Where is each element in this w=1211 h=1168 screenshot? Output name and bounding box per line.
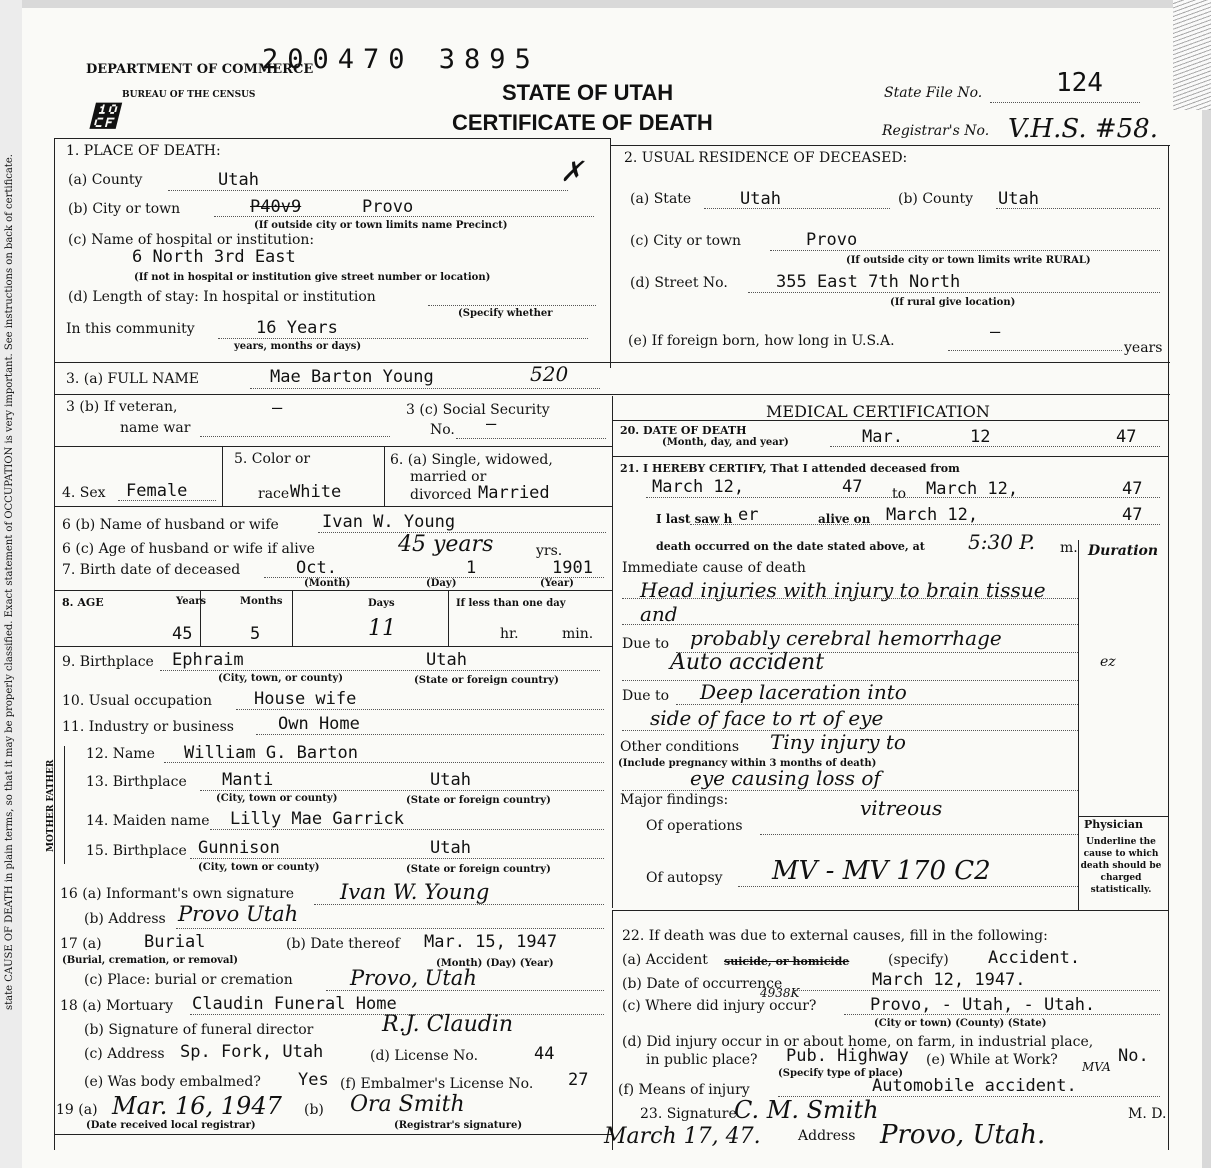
where-cap: (City or town) (County) (State)	[874, 1018, 1047, 1029]
race-value: White	[290, 482, 342, 502]
registrar-number: V.H.S. #58.	[1008, 114, 1158, 144]
public-place-value: Pub. Highway	[786, 1046, 909, 1066]
burial-place-label: (c) Place: burial or cremation	[84, 972, 293, 988]
father-birthplace-city: Manti	[222, 770, 274, 790]
physician-note: Underline the cause to which death should be charged statistically.	[1080, 837, 1162, 895]
mother-city-cap: (City, town or county)	[198, 862, 320, 873]
res-city: Provo	[806, 230, 858, 250]
due-to-1-label: Due to	[622, 636, 670, 652]
attended-from: March 12,	[652, 477, 745, 497]
mother-birthplace-label: 15. Birthplace	[86, 843, 187, 859]
major-findings: vitreous	[860, 796, 943, 820]
certificate-title: CERTIFICATE OF DEATH	[452, 110, 713, 135]
last-saw-pronoun: er	[738, 505, 759, 525]
attended-from-year: 47	[842, 477, 863, 497]
burial-date-cap: (Month) (Day) (Year)	[436, 958, 554, 969]
birth-year: 1901	[552, 558, 593, 578]
state-file-label: State File No.	[884, 85, 983, 101]
mortuary-label: 18 (a) Mortuary	[60, 998, 174, 1014]
due-to-1b: Auto accident	[670, 650, 825, 675]
marital-label: 6. (a) Single, widowed,	[390, 452, 553, 468]
community-note: years, months or days)	[234, 341, 362, 352]
external-heading: 22. If death was due to external causes, fill in the following:	[622, 928, 1048, 944]
state-title: STATE OF UTAH	[502, 80, 674, 105]
birth-day-cap: (Day)	[426, 578, 457, 589]
death-county-label: (a) County	[68, 172, 143, 188]
alive-on-year: 47	[1122, 505, 1143, 525]
informant-address-label: (b) Address	[84, 911, 166, 927]
department-label: DEPARTMENT OF COMMERCE	[86, 62, 314, 77]
embalmed-value: Yes	[298, 1070, 329, 1090]
autopsy-value: MV - MV 170 C2	[772, 856, 991, 886]
length-of-stay-label: (d) Length of stay: In hospital or institution	[68, 289, 376, 305]
birth-month-cap: (Month)	[304, 578, 351, 589]
hr-label: hr.	[500, 626, 519, 642]
mortuary-address: Sp. Fork, Utah	[180, 1042, 324, 1062]
public-place-label: in public place?	[646, 1052, 758, 1068]
birth-date-label: 7. Birth date of deceased	[62, 562, 241, 578]
duration-label: Duration	[1088, 543, 1159, 559]
age-years: 45	[172, 624, 193, 644]
certify-label: 21. I HEREBY CERTIFY, That I attended deceased from	[620, 462, 960, 475]
means-label: (f) Means of injury	[618, 1082, 750, 1098]
license-value: 44	[534, 1044, 555, 1064]
occurrence-value: March 12, 1947.	[872, 970, 1026, 990]
burial-date-label: (b) Date thereof	[286, 936, 400, 952]
registrar-signature: Ora Smith	[350, 1092, 465, 1117]
age-label: 8. AGE	[62, 596, 104, 609]
res-street: 355 East 7th North	[776, 272, 961, 292]
father-city-cap: (City, town or county)	[216, 793, 338, 804]
marital-label-3: divorced	[410, 487, 472, 503]
age-years-cap: Years	[176, 596, 207, 607]
birthplace-label: 9. Birthplace	[62, 654, 154, 670]
industry-value: Own Home	[278, 714, 360, 734]
death-year: 47	[1116, 427, 1137, 447]
father-birthplace-label: 13. Birthplace	[86, 774, 187, 790]
registrar-sig-cap: (Registrar's signature)	[394, 1120, 523, 1131]
foreign-born-value: —	[990, 322, 1001, 342]
other-conditions-cap: (Include pregnancy within 3 months of death)	[618, 758, 877, 769]
other-conditions-label: Other conditions	[620, 739, 740, 755]
registrar-date: Mar. 16, 1947	[112, 1092, 282, 1120]
occurrence-label: (b) Date of occurrence	[622, 976, 783, 992]
at-work-value: No.	[1118, 1046, 1149, 1066]
race-label: race	[258, 486, 290, 502]
date-signed: March 17, 47.	[604, 1124, 761, 1149]
burial-date: Mar. 15, 1947	[424, 932, 558, 952]
mortuary-value: Claudin Funeral Home	[192, 994, 397, 1014]
at-work-label: (e) While at Work?	[926, 1052, 1058, 1068]
spouse-age-label: 6 (c) Age of husband or wife if alive	[62, 541, 315, 557]
specify-type: (Specify type of place)	[778, 1068, 903, 1079]
sex-value: Female	[126, 481, 188, 501]
years-label: years	[1124, 340, 1163, 356]
means-value: Automobile accident.	[872, 1076, 1077, 1096]
accident-label: (a) Accident	[622, 952, 708, 968]
x-mark: ✗	[560, 155, 584, 188]
age-months-cap: Months	[240, 596, 283, 607]
death-date-label: 20. DATE OF DEATH	[620, 424, 747, 437]
full-name: Mae Barton Young	[270, 367, 434, 387]
res-street-note: (If rural give location)	[890, 297, 1016, 308]
occupation-value: House wife	[254, 689, 357, 709]
hospital-value: 6 North 3rd East	[132, 247, 296, 267]
father-birthplace-state: Utah	[430, 770, 471, 790]
res-state-label: (a) State	[630, 191, 692, 207]
hospital-note: (If not in hospital or institution give street number or location)	[134, 272, 491, 283]
embalmer-license: 27	[568, 1070, 589, 1090]
sex-label: 4. Sex	[62, 485, 106, 501]
informant-sig-label: 16 (a) Informant's own signature	[60, 886, 295, 902]
embalmed-label: (e) Was body embalmed?	[84, 1074, 261, 1090]
burial-place: Provo, Utah	[350, 966, 477, 990]
home-label: (d) Did injury occur in or about home, on farm, in industrial place,	[622, 1034, 1094, 1050]
age-months: 5	[250, 624, 261, 644]
death-day: 12	[970, 427, 991, 447]
due-to-2-label: Due to	[622, 688, 670, 704]
death-occurred-label: death occurred on the date stated above, at	[656, 540, 925, 553]
ssn-label: 3 (c) Social Security	[406, 402, 550, 418]
m-label: m.	[1060, 540, 1078, 556]
registrar-number-label: Registrar's No.	[882, 123, 990, 139]
physician-signature: C. M. Smith	[734, 1096, 879, 1124]
embalmer-license-label: (f) Embalmer's License No.	[340, 1076, 534, 1092]
mortuary-address-label: (c) Address	[84, 1046, 165, 1062]
industry-label: 11. Industry or business	[62, 719, 234, 735]
registrar-sig-label: (b)	[304, 1102, 324, 1118]
res-street-label: (d) Street No.	[630, 275, 728, 291]
death-city: Provo	[362, 197, 414, 217]
death-city-struck: P40v9	[250, 197, 302, 217]
birthplace-state: Utah	[426, 650, 467, 670]
mother-maiden-label: 14. Maiden name	[86, 813, 210, 829]
spouse-age: 45 years	[398, 532, 494, 557]
physician-heading: Physician	[1084, 818, 1144, 831]
md-label: M. D.	[1128, 1106, 1167, 1122]
signature-label: 23. Signature	[640, 1106, 737, 1122]
certificate-number: 200470 3895	[262, 44, 540, 75]
foreign-born-label: (e) If foreign born, how long in U.S.A.	[628, 333, 895, 349]
margin-instructions: state CAUSE OF DEATH in plain terms, so that it may be properly classified. Exact statement of OCCUPATION is very important. See instructions on back of certificate.	[4, 154, 15, 1010]
registrar-date-label: 19 (a)	[56, 1102, 98, 1118]
burial-label: 17 (a)	[60, 936, 102, 952]
min-label: min.	[562, 626, 594, 642]
accident-value: Accident.	[988, 948, 1081, 968]
immediate-cause-label: Immediate cause of death	[622, 560, 806, 576]
father-state-cap: (State or foreign country)	[406, 795, 551, 806]
ssn-no-label: No.	[430, 422, 455, 438]
less-day-cap: If less than one day	[456, 598, 566, 609]
informant-address: Provo Utah	[178, 902, 299, 926]
res-city-label: (c) City or town	[630, 233, 742, 249]
residence-heading: 2. USUAL RESIDENCE OF DECEASED:	[624, 150, 908, 166]
veteran-value: —	[272, 398, 283, 418]
medical-heading: MEDICAL CERTIFICATION	[766, 402, 990, 421]
hospital-label: (c) Name of hospital or institution:	[68, 232, 315, 248]
age-days: 11	[368, 616, 396, 641]
death-month: Mar.	[862, 427, 903, 447]
veteran-label: 3 (b) If veteran,	[66, 399, 178, 415]
autopsy-label: Of autopsy	[646, 870, 723, 886]
death-city-label: (b) City or town	[68, 201, 181, 217]
community-label: In this community	[66, 321, 195, 337]
alive-on-date: March 12,	[886, 505, 979, 525]
due-to-1: probably cerebral hemorrhage	[690, 626, 1002, 650]
age-days-cap: Days	[368, 598, 395, 609]
physician-address: Provo, Utah.	[880, 1120, 1046, 1150]
death-city-note: (If outside city or town limits name Precinct)	[254, 220, 508, 231]
birthplace-state-cap: (State or foreign country)	[414, 675, 559, 686]
death-date-cap: (Month, day, and year)	[662, 437, 789, 448]
mother-birthplace-city: Gunnison	[198, 838, 280, 858]
left-margin-strip	[0, 0, 22, 1168]
alive-on-label: alive on	[818, 512, 871, 526]
state-file-number: 124	[1056, 68, 1103, 98]
operations-label: Of operations	[646, 818, 743, 834]
mother-state-cap: (State or foreign country)	[406, 864, 551, 875]
where-code: 4938K	[760, 986, 800, 1000]
yrs-label: yrs.	[536, 543, 563, 559]
occupation-label: 10. Usual occupation	[62, 693, 212, 709]
major-findings-label: Major findings:	[620, 792, 729, 808]
license-label: (d) License No.	[370, 1048, 479, 1064]
burial-cap: (Burial, cremation, or removal)	[62, 955, 238, 966]
accident-struck: suicide, or homicide	[724, 955, 850, 968]
where-label: (c) Where did injury occur?	[622, 998, 817, 1014]
res-city-note: (If outside city or town limits write RURAL)	[846, 255, 1091, 266]
paper-stack-edge	[1173, 0, 1211, 110]
last-saw-label: I last saw h	[656, 512, 733, 526]
color-label: 5. Color or	[234, 451, 311, 467]
veteran-war-label: name war	[120, 420, 191, 436]
director-label: (b) Signature of funeral director	[84, 1022, 314, 1038]
immediate-cause: Head injuries with injury to brain tissue and	[640, 578, 1046, 626]
name-code: 520	[530, 362, 569, 386]
mother-birthplace-state: Utah	[430, 838, 471, 858]
full-name-label: 3. (a) FULL NAME	[66, 371, 199, 387]
director-signature: R.J. Claudin	[382, 1012, 514, 1037]
check-mark: ჏	[88, 100, 118, 135]
other-conditions-2: eye causing loss of	[690, 766, 881, 790]
due-to-2b: side of face to rt of eye	[650, 706, 884, 730]
death-county: Utah	[218, 170, 259, 190]
place-of-death-heading: 1. PLACE OF DEATH:	[66, 143, 221, 159]
marital-value: Married	[478, 483, 550, 503]
birth-day: 1	[466, 558, 477, 578]
due-to-1-code: ez	[1100, 654, 1116, 670]
means-code: MVA	[1082, 1060, 1111, 1074]
res-state: Utah	[740, 189, 781, 209]
birthplace-city: Ephraim	[172, 650, 244, 670]
informant-signature: Ivan W. Young	[340, 880, 490, 904]
marital-label-2: married or	[410, 469, 487, 485]
burial-value: Burial	[144, 932, 206, 952]
death-time: 5:30 P.	[968, 530, 1036, 554]
due-to-2: Deep laceration into	[700, 680, 907, 704]
birth-month: Oct.	[296, 558, 337, 578]
res-county-label: (b) County	[898, 191, 974, 207]
birth-year-cap: (Year)	[540, 578, 574, 589]
attended-to-year: 47	[1122, 479, 1143, 499]
accident-specify: (specify)	[888, 952, 949, 968]
spouse-label: 6 (b) Name of husband or wife	[62, 517, 279, 533]
physician-address-label: Address	[798, 1128, 856, 1144]
community-value: 16 Years	[256, 318, 338, 338]
birthplace-city-cap: (City, town, or county)	[218, 673, 343, 684]
father-name-label: 12. Name	[86, 746, 155, 762]
where-value: Provo, - Utah, - Utah.	[870, 995, 1096, 1015]
res-county: Utah	[998, 189, 1039, 209]
spouse-value: Ivan W. Young	[322, 512, 456, 532]
specify-whether: (Specify whether	[458, 308, 553, 319]
bureau-label: BUREAU OF THE CENSUS	[122, 90, 256, 100]
to-label: to	[892, 486, 907, 502]
ssn-value: —	[486, 414, 497, 434]
father-name: William G. Barton	[184, 743, 358, 763]
parents-vertical-label: MOTHER FATHER	[46, 759, 56, 852]
attended-to: March 12,	[926, 479, 1019, 499]
other-conditions: Tiny injury to	[770, 730, 906, 754]
registrar-date-cap: (Date received local registrar)	[86, 1120, 256, 1131]
mother-maiden-name: Lilly Mae Garrick	[230, 809, 404, 829]
